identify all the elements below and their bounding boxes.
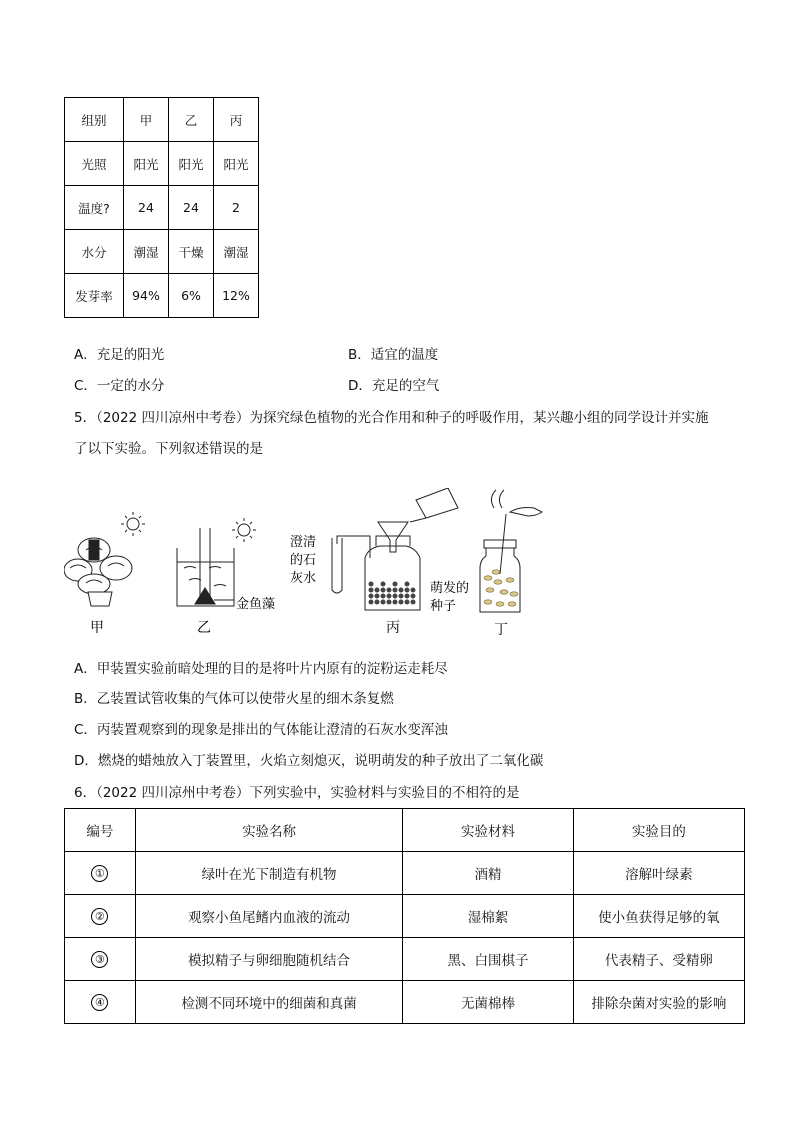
table-cell: 阳光 bbox=[124, 142, 169, 186]
table-cell: 94% bbox=[124, 274, 169, 318]
table-cell: 无菌棉棒 bbox=[403, 981, 573, 1024]
number-3: ③ bbox=[91, 951, 108, 968]
label-limewater-2: 的石 bbox=[290, 553, 317, 568]
table-header: 编号 bbox=[65, 809, 136, 852]
table-cell: 温度? bbox=[65, 186, 124, 230]
table-header: 实验目的 bbox=[573, 809, 744, 852]
table-cell bbox=[65, 938, 136, 981]
q4-option-d: D．充足的空气 bbox=[348, 378, 440, 394]
table-cell: 湿棉絮 bbox=[403, 895, 573, 938]
table-row bbox=[65, 852, 745, 895]
table-header: 实验材料 bbox=[403, 809, 573, 852]
table-row bbox=[65, 230, 259, 274]
label-limewater-3: 灰水 bbox=[290, 571, 317, 586]
table-cell: 发芽率 bbox=[65, 274, 124, 318]
table-cell: 甲 bbox=[124, 98, 169, 142]
q5-stem-line2: 了以下实验。下列叙述错误的是 bbox=[74, 441, 263, 457]
table-row bbox=[65, 981, 745, 1024]
table-cell: 水分 bbox=[65, 230, 124, 274]
table-cell: 干燥 bbox=[169, 230, 214, 274]
q4-option-b: B．适宜的温度 bbox=[348, 347, 439, 363]
q6-stem-line1: 6．（2022 四川凉州中考卷）下列实验中，实验材料与实验目的不相符的是 bbox=[74, 785, 520, 801]
number-1: ① bbox=[91, 865, 108, 882]
germination-table bbox=[64, 97, 259, 318]
label-seeds-2: 种子 bbox=[430, 599, 457, 614]
table-cell: 潮湿 bbox=[214, 230, 259, 274]
number-4: ④ bbox=[91, 994, 108, 1011]
table-cell bbox=[65, 895, 136, 938]
q5-option-a: A．甲装置实验前暗处理的目的是将叶片内原有的淀粉运走耗尽 bbox=[74, 661, 448, 677]
table-cell: 24 bbox=[169, 186, 214, 230]
sun-icon bbox=[121, 512, 145, 536]
q5-stem-line1: 5．（2022 四川凉州中考卷）为探究绿色植物的光合作用和种子的呼吸作用，某兴趣小组的同学设计并实施 bbox=[74, 410, 709, 426]
q4-option-c: C．一定的水分 bbox=[74, 378, 165, 394]
q4-option-a: A．充足的阳光 bbox=[74, 347, 165, 363]
seed-jar-candle-icon bbox=[480, 490, 542, 612]
potted-plant-icon bbox=[64, 538, 132, 606]
table-cell: 乙 bbox=[169, 98, 214, 142]
q5-option-d: D．燃烧的蜡烛放入丁装置里，火焰立刻熄灭，说明萌发的种子放出了二氧化碳 bbox=[74, 753, 544, 769]
label-goldfish-weed: 金鱼藻 bbox=[236, 597, 276, 612]
table-cell: 溶解叶绿素 bbox=[573, 852, 744, 895]
table-cell: 排除杂菌对实验的影响 bbox=[573, 981, 744, 1024]
table-cell: 黑、白围棋子 bbox=[403, 938, 573, 981]
table-cell: 丙 bbox=[214, 98, 259, 142]
table-cell: 6% bbox=[169, 274, 214, 318]
experiment-table bbox=[64, 808, 745, 1024]
table-cell: 2 bbox=[214, 186, 259, 230]
table-cell: 酒精 bbox=[403, 852, 573, 895]
beaker-test-tube-icon bbox=[177, 528, 234, 606]
label-yi: 乙 bbox=[197, 620, 211, 636]
sun-icon bbox=[232, 518, 256, 542]
table-cell: 24 bbox=[124, 186, 169, 230]
table-cell: 观察小鱼尾鳍内血液的流动 bbox=[135, 895, 403, 938]
table-cell: 模拟精子与卵细胞随机结合 bbox=[135, 938, 403, 981]
label-jia: 甲 bbox=[90, 620, 104, 636]
table-cell: 检测不同环境中的细菌和真菌 bbox=[135, 981, 403, 1024]
table-cell: 阳光 bbox=[214, 142, 259, 186]
table-header-row bbox=[65, 809, 745, 852]
table-cell: 12% bbox=[214, 274, 259, 318]
q5-option-b: B．乙装置试管收集的气体可以使带火星的细木条复燃 bbox=[74, 691, 394, 707]
table-cell: 光照 bbox=[65, 142, 124, 186]
label-bing: 丙 bbox=[386, 620, 400, 636]
table-cell: 阳光 bbox=[169, 142, 214, 186]
table-cell: 组别 bbox=[65, 98, 124, 142]
label-seeds-1: 萌发的 bbox=[430, 581, 470, 596]
table-row bbox=[65, 142, 259, 186]
table-cell: 使小鱼获得足够的氧 bbox=[573, 895, 744, 938]
experiment-figure bbox=[64, 488, 564, 638]
table-cell bbox=[65, 852, 136, 895]
q5-option-c: C．丙装置观察到的现象是排出的气体能让澄清的石灰水变浑浊 bbox=[74, 722, 448, 738]
table-row bbox=[65, 186, 259, 230]
table-cell bbox=[65, 981, 136, 1024]
label-limewater-1: 澄清 bbox=[290, 535, 317, 550]
label-ding: 丁 bbox=[494, 622, 508, 638]
table-row bbox=[65, 98, 259, 142]
table-cell: 代表精子、受精卵 bbox=[573, 938, 744, 981]
table-row bbox=[65, 895, 745, 938]
table-row bbox=[65, 274, 259, 318]
table-header: 实验名称 bbox=[135, 809, 403, 852]
table-cell: 潮湿 bbox=[124, 230, 169, 274]
table-cell: 绿叶在光下制造有机物 bbox=[135, 852, 403, 895]
number-2: ② bbox=[91, 908, 108, 925]
table-row bbox=[65, 938, 745, 981]
